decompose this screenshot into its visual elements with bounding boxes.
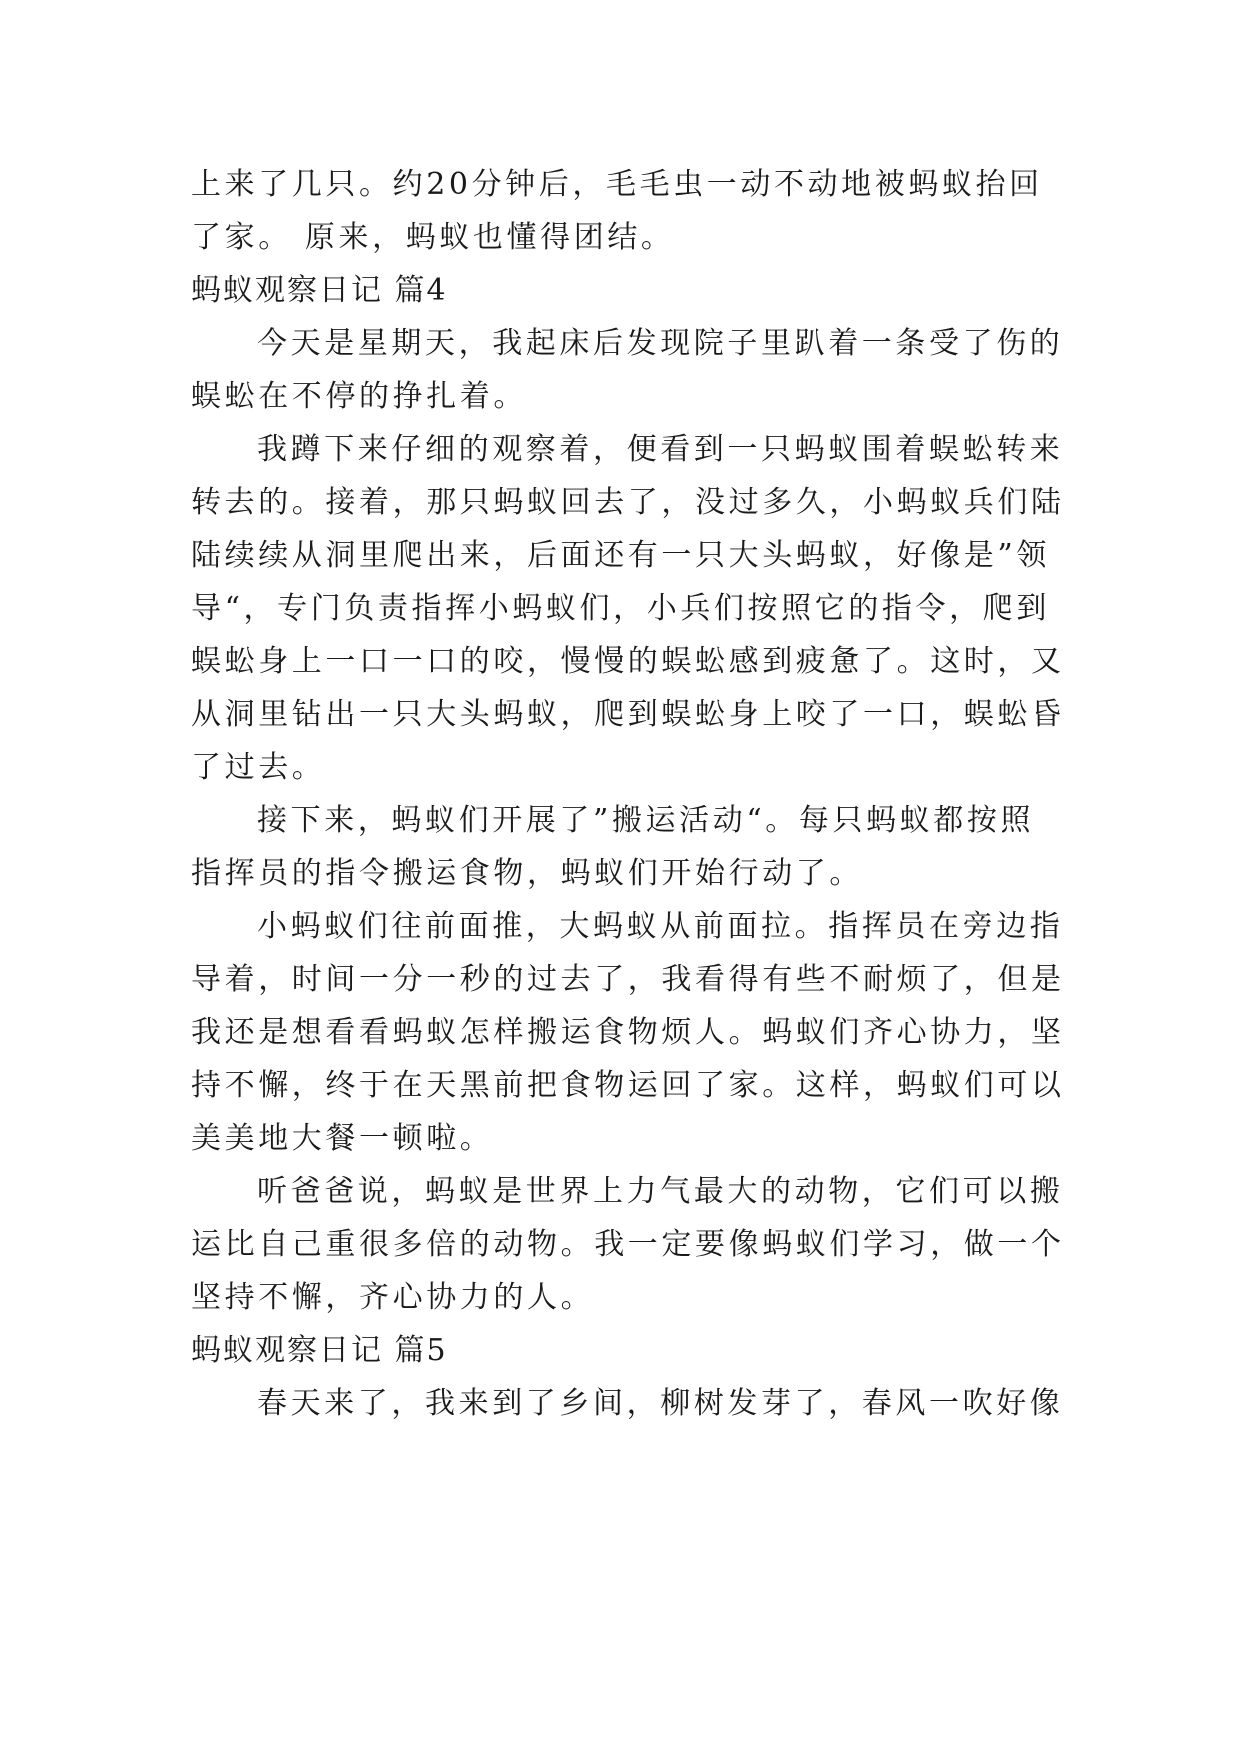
text-line: 导着，时间一分一秒的过去了，我看得有些不耐烦了，但是 — [191, 962, 1065, 997]
text-line: 我蹲下来仔细的观察着，便看到一只蚂蚁围着蜈蚣转来 — [257, 432, 1064, 467]
text-line: 转去的。接着，那只蚂蚁回去了，没过多久，小蚂蚁兵们陆 — [191, 485, 1065, 520]
section-heading: 蚂蚁观察日记 篇5 — [191, 1333, 448, 1368]
document-body — [191, 158, 1065, 1430]
text-line: 了家。 原来，蚂蚁也懂得团结。 — [191, 220, 675, 255]
text-line: 上来了几只。约20分钟后，毛毛虫一动不动地被蚂蚁抬回 — [191, 167, 1043, 202]
text-line: 今天是星期天，我起床后发现院子里趴着一条受了伤的 — [257, 326, 1064, 361]
text-line: 从洞里钻出一只大头蚂蚁，爬到蜈蚣身上咬了一口，蜈蚣昏 — [191, 697, 1065, 732]
text-line: 了过去。 — [191, 750, 326, 785]
text-line: 蜈蚣身上一口一口的咬，慢慢的蜈蚣感到疲惫了。这时，又 — [191, 644, 1065, 679]
text-line: 我还是想看看蚂蚁怎样搬运食物烦人。蚂蚁们齐心协力，坚 — [191, 1015, 1065, 1050]
text-line: 春天来了，我来到了乡间，柳树发芽了，春风一吹好像 — [257, 1386, 1064, 1421]
text-line: 陆续续从洞里爬出来，后面还有一只大头蚂蚁，好像是”领 — [191, 538, 1050, 573]
text-line: 持不懈，终于在天黑前把食物运回了家。这样，蚂蚁们可以 — [191, 1068, 1065, 1103]
text-line: 小蚂蚁们往前面推，大蚂蚁从前面拉。指挥员在旁边指 — [257, 909, 1064, 944]
text-line: 运比自己重很多倍的动物。我一定要像蚂蚁们学习，做一个 — [191, 1227, 1065, 1262]
text-line: 接下来，蚂蚁们开展了”搬运活动“。每只蚂蚁都按照 — [257, 803, 1035, 838]
section-heading: 蚂蚁观察日记 篇4 — [191, 273, 448, 308]
text-line: 坚持不懈，齐心协力的人。 — [191, 1280, 595, 1315]
text-line: 导“，专门负责指挥小蚂蚁们，小兵们按照它的指令，爬到 — [191, 591, 1050, 626]
text-line: 听爸爸说，蚂蚁是世界上力气最大的动物，它们可以搬 — [257, 1174, 1064, 1209]
text-line: 美美地大餐一顿啦。 — [191, 1121, 494, 1156]
text-line: 指挥员的指令搬运食物，蚂蚁们开始行动了。 — [191, 856, 863, 891]
text-line: 蜈蚣在不停的挣扎着。 — [191, 379, 527, 414]
